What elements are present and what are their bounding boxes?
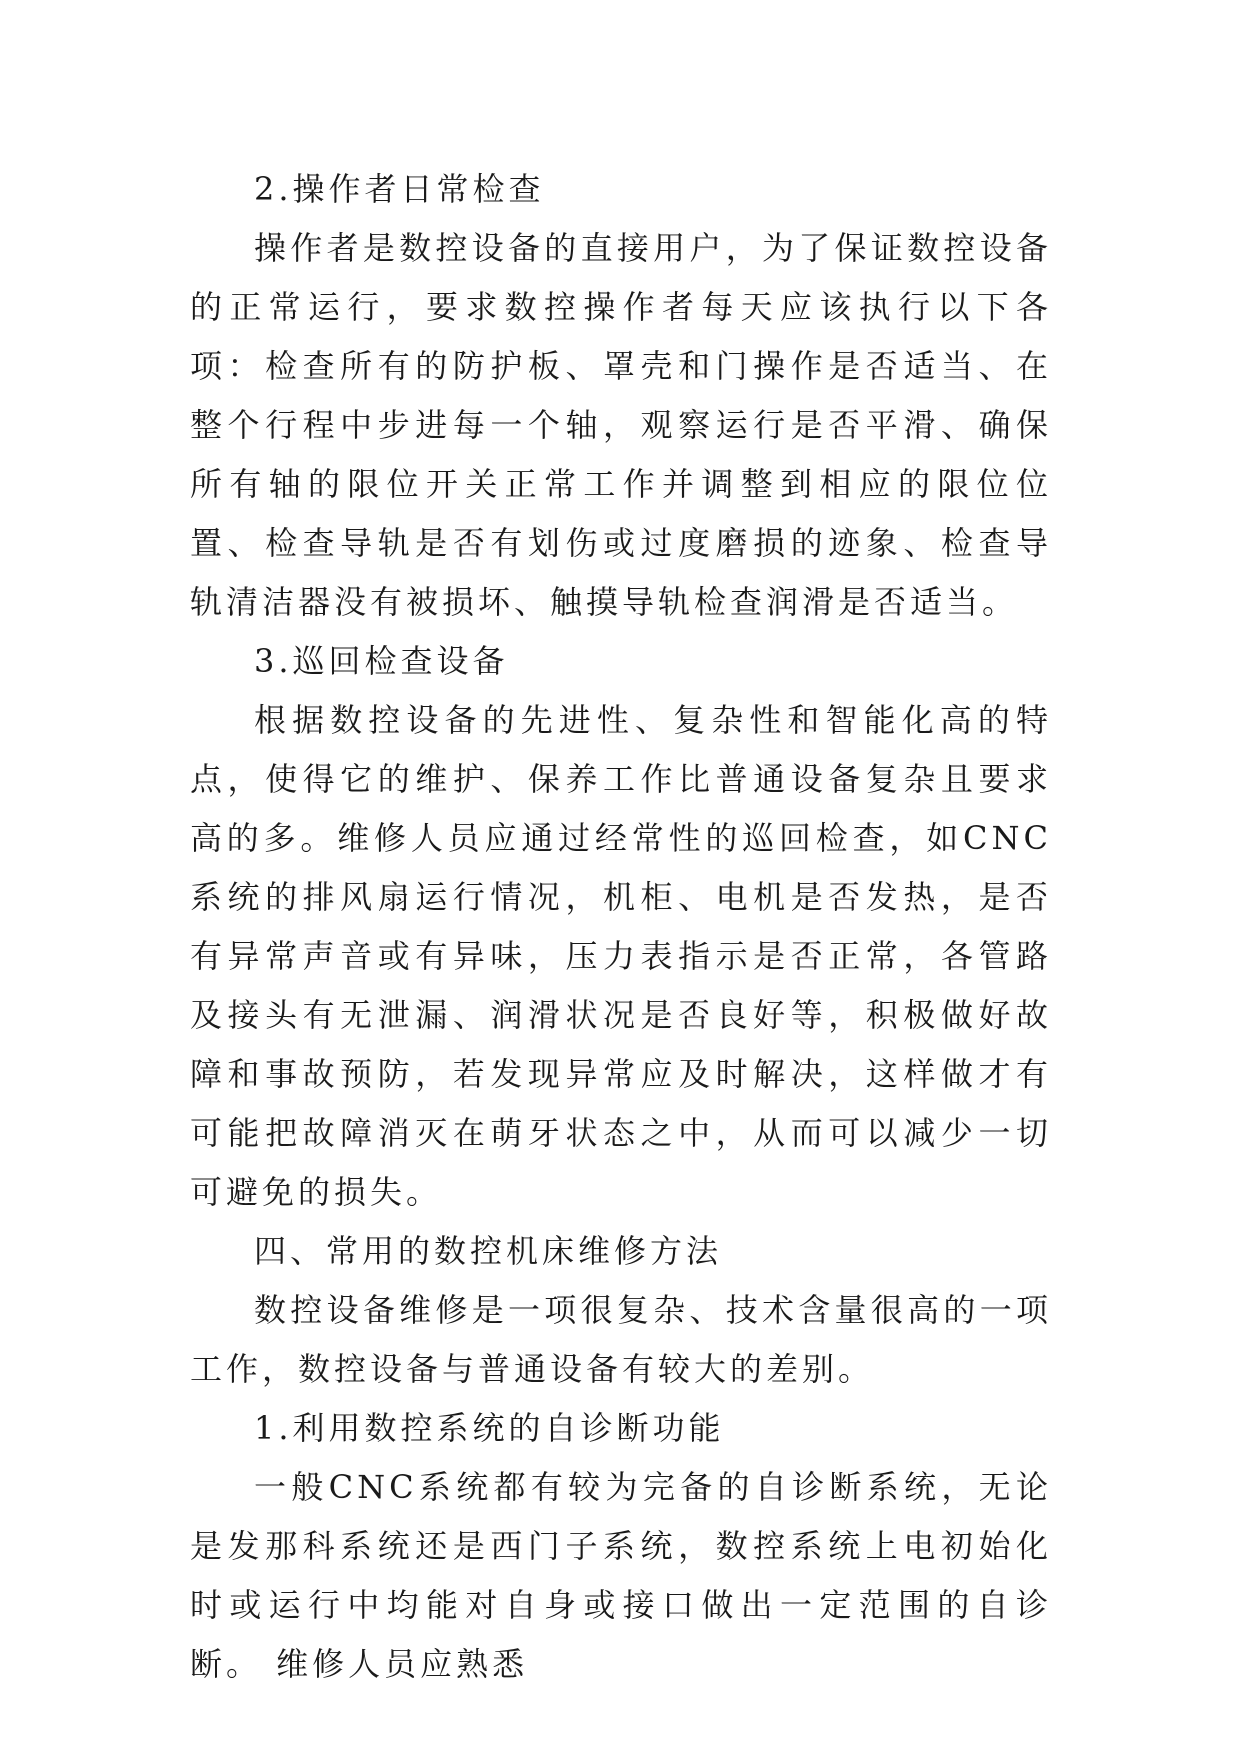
heading-patrol-inspection: 3.巡回检查设备 <box>254 642 509 680</box>
heading-self-diagnosis: 1.利用数控系统的自诊断功能 <box>254 1409 725 1447</box>
paragraph-repair-methods: 数控设备维修是一项很复杂、技术含量很高的一项工作，数控设备与普通设备有较大的差别。 <box>190 1291 1052 1388</box>
document-page <box>190 160 1052 1694</box>
heading-operator-daily-check: 2.操作者日常检查 <box>254 170 545 208</box>
paragraph-operator-daily-check: 操作者是数控设备的直接用户，为了保证数控设备的正常运行，要求数控操作者每天应该执行以下各项：检查所有的防护板、罩壳和门操作是否适当、在整个行程中步进每一个轴，观察运行是否平滑、确保所有轴的限位开关正常工作并调整到相应的限位位置、检查导轨是否有划伤或过度磨损的迹象、检查导轨清洁器没有被损坏、触摸导轨检查润滑是否适当。 <box>190 229 1052 621</box>
heading-repair-methods: 四、常用的数控机床维修方法 <box>254 1232 723 1270</box>
paragraph-patrol-inspection: 根据数控设备的先进性、复杂性和智能化高的特点，使得它的维护、保养工作比普通设备复杂且要求高的多。维修人员应通过经常性的巡回检查，如CNC系统的排风扇运行情况，机柜、电机是否发热，是否有异常声音或有异味，压力表指示是否正常，各管路及接头有无泄漏、润滑状况是否良好等，积极做好故障和事故预防，若发现异常应及时解决，这样做才有可能把故障消灭在萌牙状态之中，从而可以减少一切可避免的损失。 <box>190 701 1052 1211</box>
paragraph-self-diagnosis: 一般CNC系统都有较为完备的自诊断系统，无论是发那科系统还是西门子系统，数控系统上电初始化时或运行中均能对自身或接口做出一定范围的自诊断。 维修人员应熟悉 <box>190 1468 1052 1683</box>
